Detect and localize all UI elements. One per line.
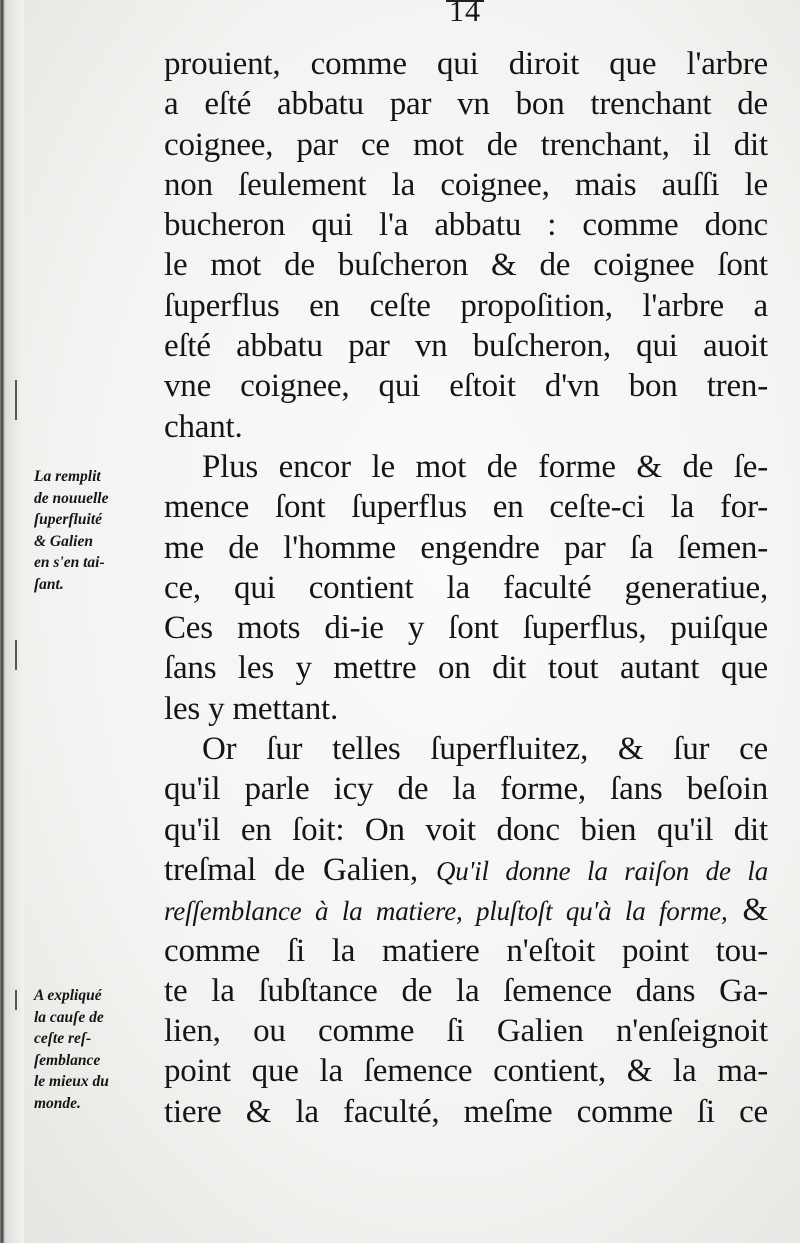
- body-text: [164, 44, 768, 1132]
- text-line-roman: te la ſubſtance de la ſemence dans Ga-: [164, 972, 768, 1009]
- text-line: [164, 971, 768, 1011]
- text-line-roman: Or ſur telles ſuperfluitez, & ſur ce: [202, 731, 768, 768]
- margin-note-line: ſuperfluité: [34, 511, 103, 528]
- text-line: [164, 729, 768, 769]
- text-line-roman: lien, ou comme ſi Galien n'enſeignoit: [164, 1013, 768, 1050]
- text-line: [164, 810, 768, 850]
- page-gutter: [0, 0, 24, 1243]
- gutter-mark: [15, 990, 17, 1010]
- text-line-roman: me de l'homme engendre par ſa ſemen-: [164, 529, 768, 566]
- text-line-tail: &: [727, 892, 768, 929]
- text-line: [164, 608, 768, 648]
- text-line: [164, 245, 768, 285]
- text-line-roman: comme ſi la matiere n'eſtoit point tou-: [164, 932, 768, 969]
- text-line-roman: eſté abbatu par vn buſcheron, qui auoit: [164, 328, 768, 365]
- page-number: 14: [449, 0, 481, 28]
- text-line-roman: Plus encor le mot de forme & de ſe-: [202, 448, 768, 485]
- text-line: [164, 769, 768, 809]
- margin-note-line: en s'en tai-: [34, 554, 105, 571]
- text-line-roman: ce, qui contient la faculté generatiue,: [164, 569, 768, 606]
- italic-quotation: Qu'il donne la raiſon de la: [436, 855, 768, 886]
- margin-note-line: monde.: [34, 1094, 81, 1112]
- text-line: [164, 125, 768, 165]
- text-line: [164, 528, 768, 568]
- margin-note-line: le mieux du: [34, 1073, 109, 1090]
- text-line: [164, 689, 768, 729]
- text-line-roman: vne coignee, qui eſtoit d'vn bon tren-: [164, 368, 768, 405]
- text-line: [164, 286, 768, 326]
- text-line: [164, 850, 768, 890]
- text-line-roman: coignee, par ce mot de trenchant, il dit: [164, 126, 768, 163]
- text-line-roman: chant.: [164, 408, 243, 445]
- text-line-roman: qu'il parle icy de la forme, ſans beſoin: [164, 771, 768, 808]
- margin-note-line: la cauſe de: [34, 1008, 104, 1026]
- italic-quotation: reſſemblance à la matiere, pluſtoſt qu'à la forme,: [164, 896, 728, 927]
- text-line: [164, 890, 768, 930]
- text-line-roman: a eſté abbatu par vn bon trenchant de: [164, 86, 768, 123]
- margin-note-line: ſant.: [34, 575, 64, 593]
- margin-note-line: & Galien: [34, 532, 93, 550]
- text-line: [164, 366, 768, 406]
- text-line: [164, 1011, 768, 1051]
- text-line-roman: bucheron qui l'a abbatu : comme donc: [164, 207, 768, 244]
- text-line-roman: tiere & la faculté, meſme comme ſi ce: [164, 1093, 768, 1130]
- text-line: [164, 931, 768, 971]
- text-line-roman: mence ſont ſuperflus en ceſte-ci la for-: [164, 489, 768, 526]
- margin-note-line: La remplit: [34, 468, 101, 485]
- text-line-roman: point que la ſemence contient, & la ma-: [164, 1053, 768, 1090]
- text-line: [164, 84, 768, 124]
- text-line-roman: ſans les y mettre on dit tout autant que: [164, 650, 768, 687]
- text-line: [164, 568, 768, 608]
- margin-note-line: de nouuelle: [34, 489, 109, 507]
- margin-note-line: ſemblance: [34, 1051, 101, 1069]
- text-line: [164, 165, 768, 205]
- text-line-roman: ſuperflus en ceſte propoſition, l'arbre a: [164, 287, 768, 324]
- text-line-roman: le mot de buſcheron & de coignee ſont: [164, 247, 768, 284]
- text-line-roman: Ces mots di-ie y ſont ſuperflus, puiſque: [164, 610, 768, 647]
- text-line-roman: qu'il en ſoit: On voit donc bien qu'il dit: [164, 811, 768, 848]
- text-line: [164, 44, 768, 84]
- text-line: [164, 648, 768, 688]
- text-line: [164, 447, 768, 487]
- text-line-roman: les y mettant.: [164, 690, 339, 727]
- text-line-roman: treſmal de Galien,: [164, 851, 436, 888]
- text-line: [164, 1092, 768, 1132]
- margin-note: [34, 466, 154, 595]
- gutter-mark: [15, 380, 17, 420]
- text-line: [164, 1051, 768, 1091]
- text-line-roman: non ſeulement la coignee, mais auſſi le: [164, 166, 768, 203]
- text-line-roman: prouient, comme qui diroit que l'arbre: [164, 46, 768, 82]
- margin-note-line: A expliqué: [34, 987, 102, 1004]
- text-line: [164, 326, 768, 366]
- text-line: [164, 407, 768, 447]
- gutter-mark: [15, 640, 17, 670]
- text-line: [164, 487, 768, 527]
- margin-note-line: ceſte reſ-: [34, 1030, 92, 1047]
- margin-note: [34, 985, 154, 1114]
- text-line: [164, 205, 768, 245]
